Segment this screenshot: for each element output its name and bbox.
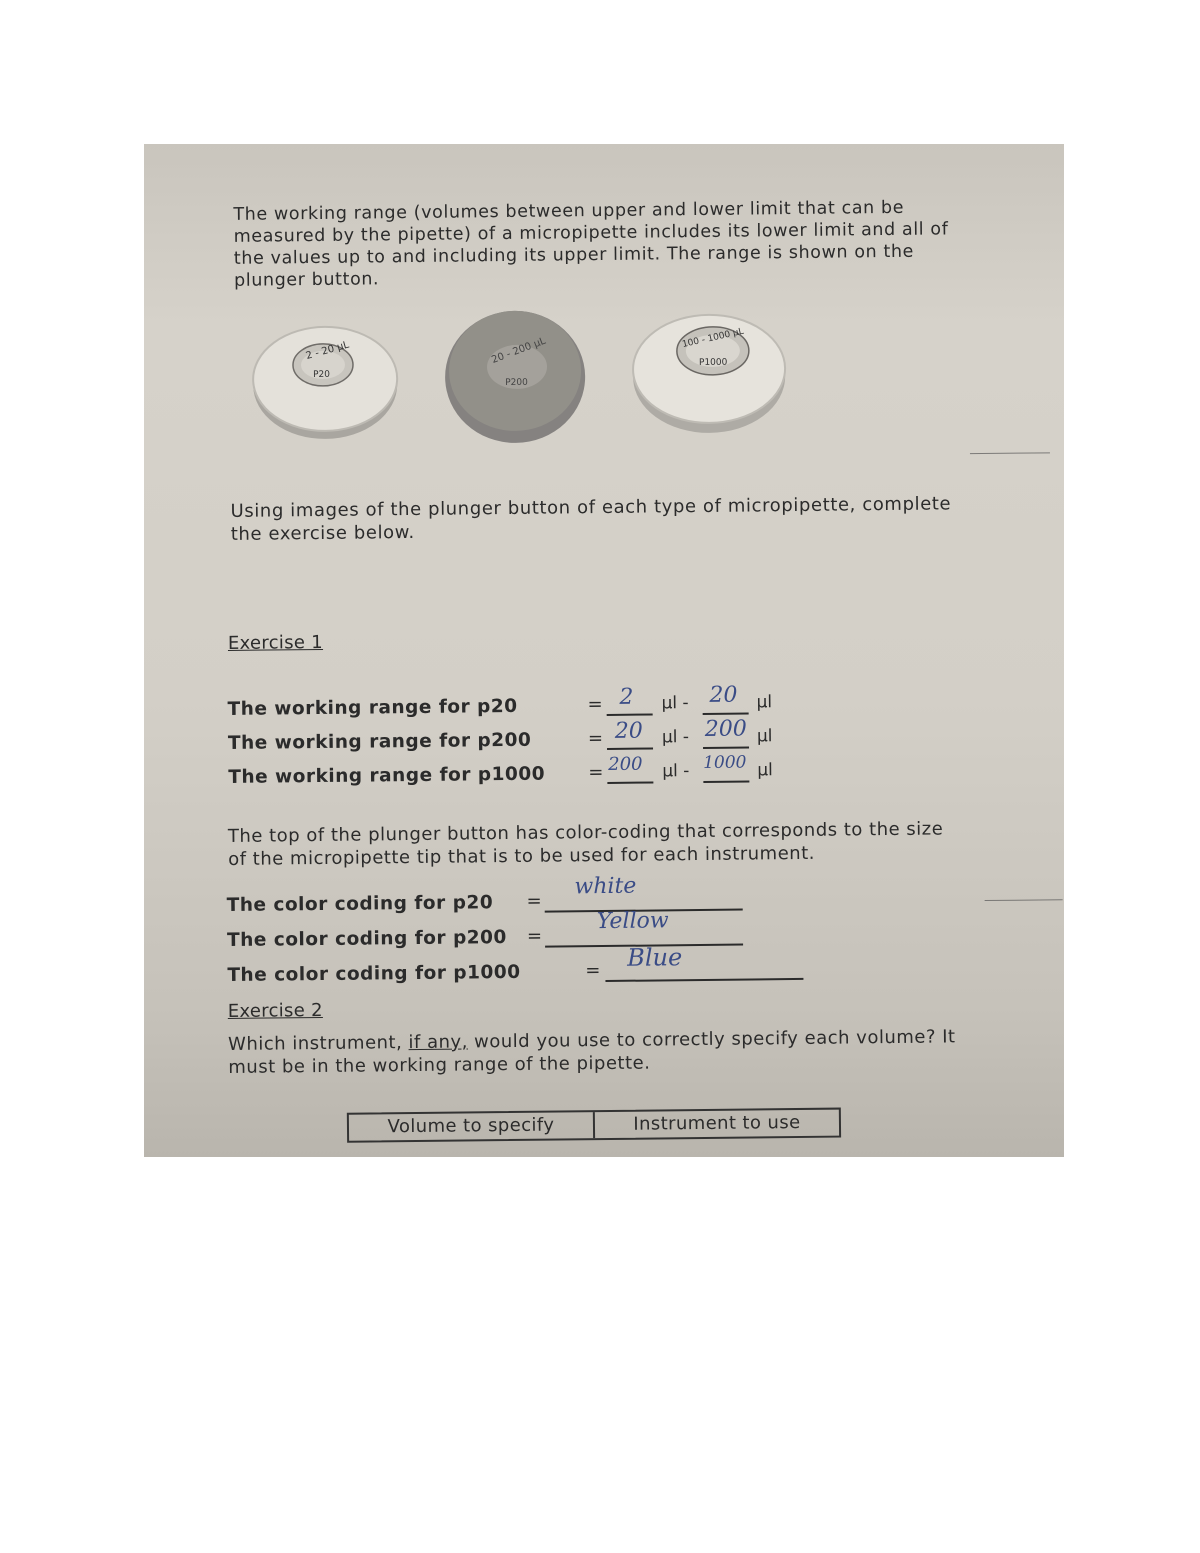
intro-line: the values up to and including its upper limit. The range is shown on the bbox=[233, 241, 915, 269]
exercise2-title: Exercise 2 bbox=[227, 999, 323, 1022]
p1000-plunger-image bbox=[630, 306, 791, 438]
instruction-line: Using images of the plunger button of each type of micropipette, complete bbox=[230, 493, 952, 522]
pencil-mark bbox=[970, 452, 1050, 454]
p200-plunger-image bbox=[440, 304, 591, 446]
equals-sign: = bbox=[526, 890, 542, 912]
instruction-line: the exercise below. bbox=[230, 521, 415, 545]
table-header-volume: Volume to specify bbox=[387, 1114, 555, 1138]
handwritten-answer: Blue bbox=[627, 943, 683, 972]
equals-sign: = bbox=[587, 728, 604, 750]
p20-plunger-image bbox=[251, 320, 402, 442]
unit-text: µl - bbox=[661, 727, 690, 748]
row-label: The working range for p1000 bbox=[228, 763, 546, 788]
handwritten-answer: Yellow bbox=[596, 908, 669, 935]
equals-sign: = bbox=[587, 694, 603, 716]
intro-line: The working range (volumes between upper and lower limit that can be bbox=[233, 197, 905, 225]
paragraph-line: of the micropipette tip that is to be used for each instrument. bbox=[228, 842, 816, 870]
exercise2-question bbox=[228, 1025, 1028, 1079]
row-label: The working range for p200 bbox=[227, 729, 532, 754]
handwritten-answer: 20 bbox=[709, 682, 738, 708]
intro-paragraph bbox=[233, 196, 966, 292]
paragraph-line: The top of the plunger button has color-coding that corresponds to the size bbox=[227, 818, 944, 847]
row-label: The color coding for p200 bbox=[226, 927, 507, 951]
handwritten-answer: 2 bbox=[619, 684, 634, 710]
p20-range-text: 2 - 20 µL bbox=[304, 339, 351, 362]
intro-line: measured by the pipette) of a micropipette includes its lower limit and all of bbox=[233, 219, 949, 247]
instruction-paragraph bbox=[230, 492, 990, 546]
worksheet-page bbox=[144, 144, 1064, 1157]
equals-sign: = bbox=[526, 925, 543, 947]
unit-text: µl bbox=[757, 760, 773, 781]
row-label: The working range for p20 bbox=[227, 695, 518, 720]
handwritten-answer: 1000 bbox=[703, 752, 747, 773]
intro-line: plunger button. bbox=[234, 269, 380, 291]
unit-text: µl bbox=[756, 692, 773, 713]
handwritten-answer: white bbox=[574, 873, 637, 900]
unit-text: µl bbox=[756, 726, 773, 747]
equals-sign: = bbox=[588, 762, 604, 784]
handwritten-answer: 200 bbox=[608, 753, 643, 775]
pencil-mark bbox=[985, 899, 1063, 901]
equals-sign: = bbox=[585, 960, 601, 982]
worksheet-photo bbox=[144, 144, 1064, 1157]
unit-text: µl - bbox=[661, 693, 689, 714]
p200-range-text: 20 - 200 µL bbox=[490, 335, 548, 366]
p1000-range-text: 100 - 1000 µL bbox=[681, 326, 745, 351]
table-header-instrument: Instrument to use bbox=[593, 1110, 839, 1139]
p1000-model-text: P1000 bbox=[698, 357, 728, 368]
unit-text: µl - bbox=[662, 761, 690, 782]
volume-instrument-table bbox=[347, 1108, 841, 1143]
question-line: Which instrument, if any, would you use to correctly specify each volume? It bbox=[227, 1026, 956, 1055]
exercise1-title: Exercise 1 bbox=[227, 631, 324, 654]
p20-model-text: P20 bbox=[313, 369, 331, 381]
row-label: The color coding for p1000 bbox=[227, 961, 521, 986]
handwritten-answer: 200 bbox=[704, 716, 747, 742]
row-label: The color coding for p20 bbox=[226, 892, 494, 916]
p200-model-text: P200 bbox=[505, 377, 528, 389]
plunger-images bbox=[250, 302, 792, 458]
handwritten-answer: 20 bbox=[614, 718, 643, 744]
color-coding-paragraph bbox=[228, 817, 1008, 871]
question-line: must be in the working range of the pipette. bbox=[228, 1052, 651, 1078]
